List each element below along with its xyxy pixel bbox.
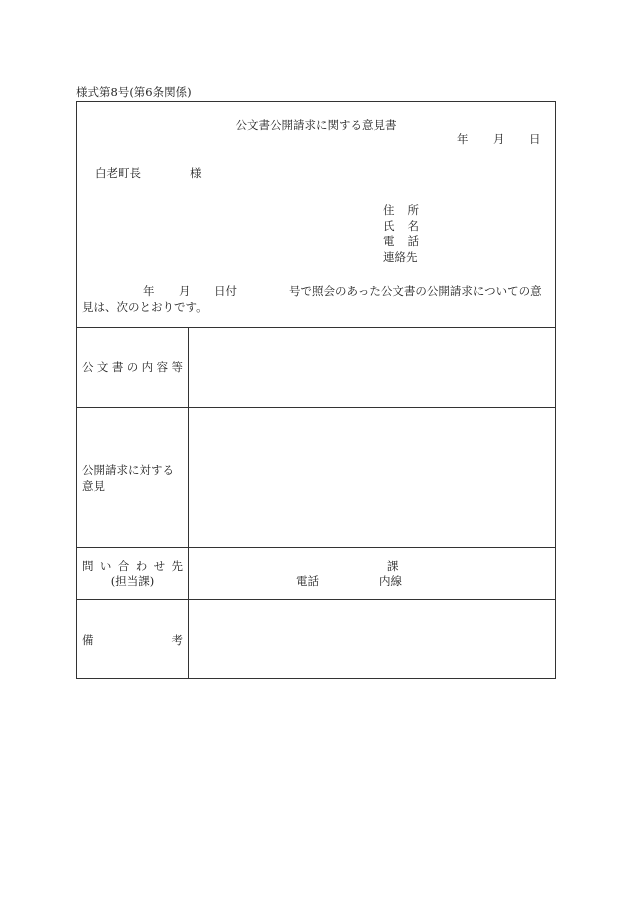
row-divider [77,547,555,548]
row-divider [77,407,555,408]
date-month-label: 月 [493,132,505,146]
form-number-label: 様式第8号(第6条関係) [76,85,192,99]
contact-label: 連絡先 [383,249,418,264]
phone-label: 電話 [383,234,419,248]
name-label: 氏名 [383,218,419,233]
body-text-line1: 号で照会のあった公文書の公開請求についての意 [289,284,542,298]
row-divider [77,327,555,328]
contact-extension-label: 内線 [379,574,402,588]
address-label: 住所 [383,203,419,217]
opinion-form [76,101,556,679]
contact-sublabel: (担当課) [110,574,155,588]
form-title: 公文書公開請求に関する意見書 [235,118,397,132]
content-label: 公文書の内容等 [82,360,183,374]
body-year-label: 年 [143,284,155,298]
body-text-line2: 見は、次のとおりです。 [82,300,208,314]
contact-section-label: 問い合わせ先 [82,559,183,573]
date-day-label: 日 [529,132,541,146]
contact-section-unit: 課 [387,559,399,573]
addressee-honorific: 様 [190,166,202,180]
body-day-label: 日付 [214,284,237,298]
column-divider [188,327,189,678]
opinion-label-line1: 公開請求に対する [82,463,174,477]
contact-phone-label: 電話 [296,574,319,588]
date-year-label: 年 [457,132,469,146]
body-month-label: 月 [179,284,191,298]
row-divider [77,599,555,600]
applicant-fields [383,203,419,265]
addressee-name: 白老町長 [95,166,141,180]
remarks-label: 備考 [82,633,183,647]
opinion-label-line2: 意見 [82,479,105,493]
